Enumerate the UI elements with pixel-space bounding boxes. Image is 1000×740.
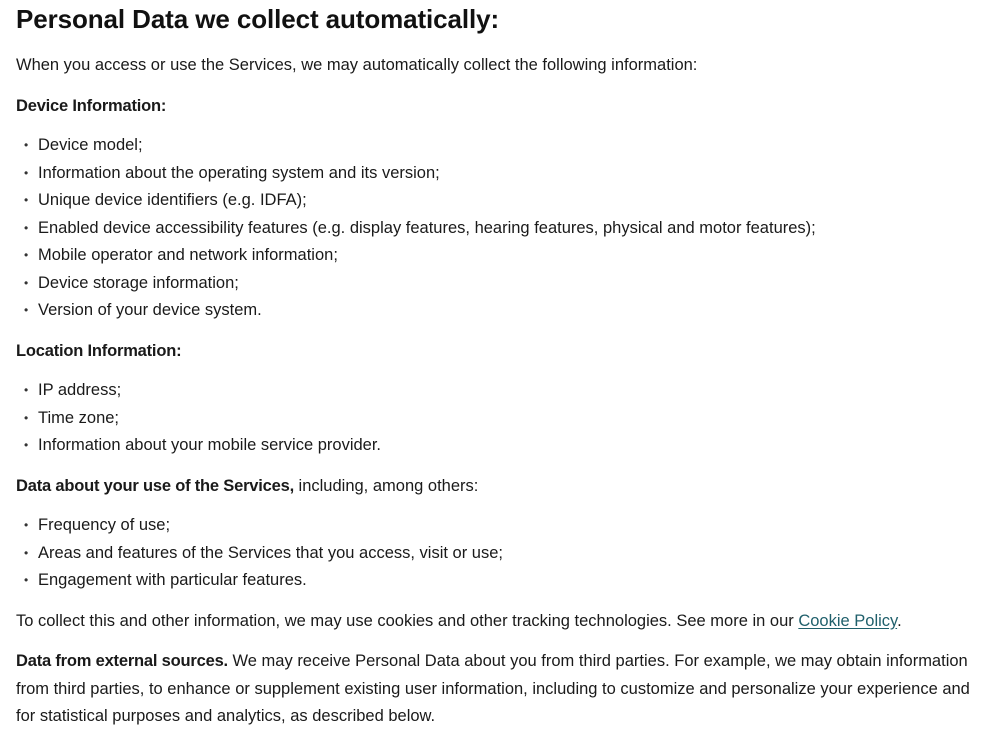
bullet-icon: • — [24, 518, 29, 532]
device-info-list — [16, 132, 984, 325]
intro-paragraph: When you access or use the Services, we may automatically collect the following information: — [16, 56, 698, 74]
list-item: • Mobile operator and network information; — [16, 242, 984, 270]
page-title: Personal Data we collect automatically: — [16, 4, 500, 34]
usage-data-list — [16, 512, 984, 595]
external-sources-paragraph: Data from external sources. We may receive Personal Data about you from third parties. For example, we may obtain information from third parties, to enhance or supplement existing user information, including to customize and personalize your experience and for statistical purposes and analytics, as described below. — [16, 652, 970, 725]
bullet-icon: • — [24, 573, 29, 587]
bullet-icon: • — [24, 220, 29, 235]
cookie-policy-link[interactable]: Cookie Policy — [798, 611, 898, 630]
list-item: • Unique device identifiers (e.g. IDFA); — [16, 187, 984, 215]
location-info-heading: Location Information: — [16, 341, 182, 360]
bullet-icon: • — [24, 248, 29, 262]
bullet-icon: • — [24, 303, 29, 317]
list-item: • Enabled device accessibility features (e.g. display features, hearing features, physical and motor features); — [16, 215, 984, 243]
list-item: • Frequency of use; — [16, 512, 984, 540]
bullet-icon: • — [24, 138, 29, 152]
device-info-heading: Device Information: — [16, 96, 167, 115]
bullet-icon: • — [24, 383, 29, 397]
external-sources-heading: Data from external sources. — [16, 652, 228, 670]
bullet-icon: • — [24, 410, 29, 425]
bullet-icon: • — [24, 165, 29, 180]
usage-data-heading: Data about your use of the Services, including, among others: — [16, 476, 479, 495]
cookies-paragraph: To collect this and other information, we may use cookies and other tracking technologies. See more in our Cookie Policy. — [16, 611, 902, 630]
list-item: • IP address; — [16, 377, 984, 405]
bullet-icon: • — [24, 545, 29, 560]
bullet-icon: • — [24, 275, 29, 290]
list-item: • Information about the operating system and its version; — [16, 160, 984, 188]
list-item: • Device model; — [16, 132, 984, 160]
bullet-icon: • — [24, 438, 29, 452]
list-item: • Version of your device system. — [16, 297, 984, 325]
list-item: • Engagement with particular features. — [16, 567, 984, 595]
list-item: • Areas and features of the Services that you access, visit or use; — [16, 540, 984, 568]
list-item: • Information about your mobile service provider. — [16, 432, 984, 460]
list-item: • Device storage information; — [16, 270, 984, 298]
list-item: • Time zone; — [16, 405, 984, 433]
bullet-icon: • — [24, 193, 29, 207]
location-info-list — [16, 377, 984, 460]
